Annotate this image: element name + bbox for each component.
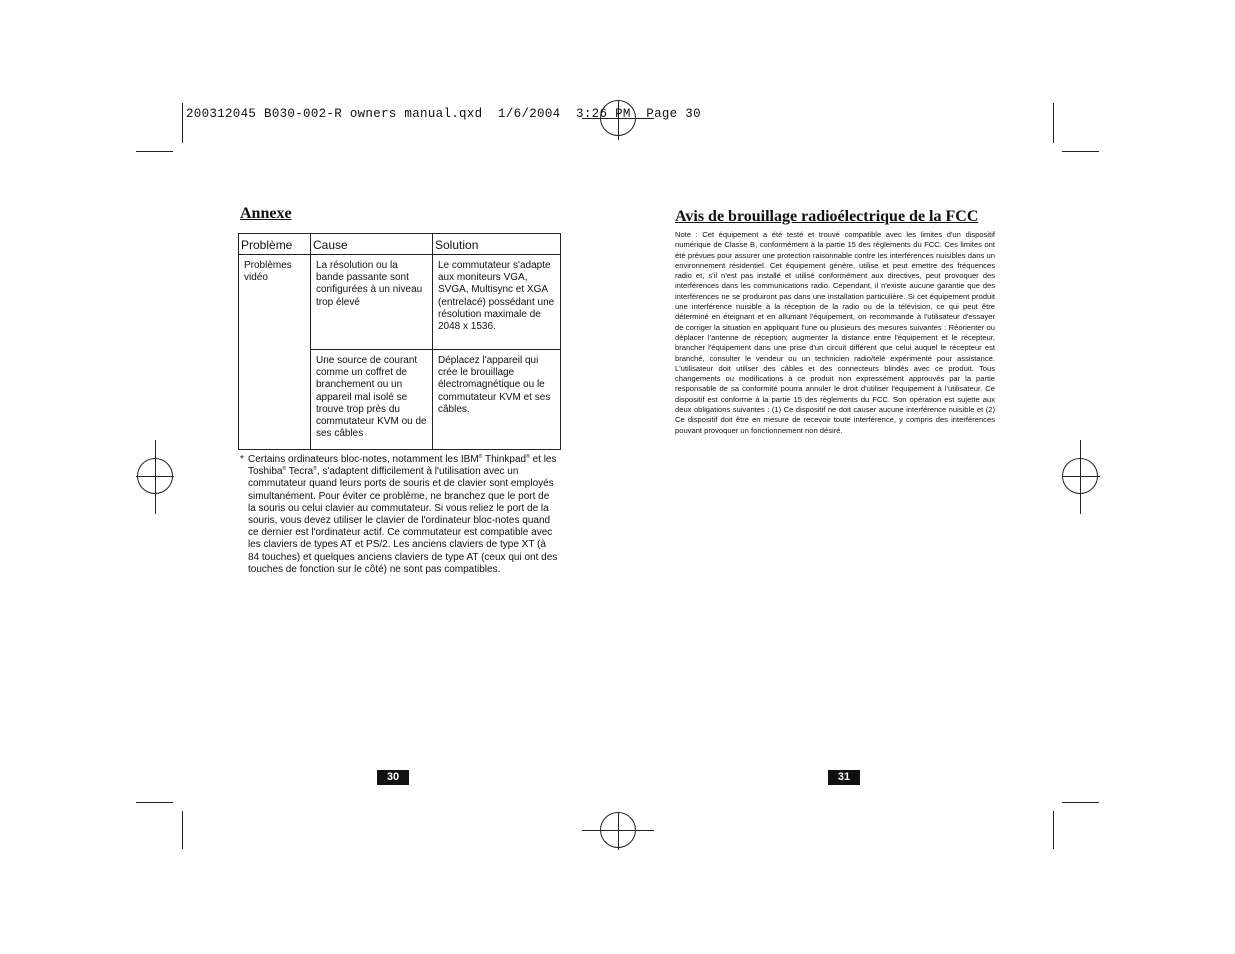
crop-mark <box>136 151 173 152</box>
crop-mark <box>1053 103 1054 143</box>
column-header-solution: Solution <box>433 234 561 255</box>
crop-mark <box>182 103 183 143</box>
crop-mark <box>182 811 183 849</box>
registration-crosshair <box>155 440 156 514</box>
registration-crosshair <box>618 812 619 850</box>
crop-mark <box>1062 151 1099 152</box>
footnote <box>240 454 558 576</box>
page-title-annexe: Annexe <box>240 205 292 222</box>
column-header-problem: Problème <box>239 234 311 255</box>
table-row <box>239 255 561 350</box>
column-header-cause: Cause <box>311 234 433 255</box>
fcc-notice-text: Note : Cet équipement a été testé et trouvé compatible avec les limites d'un dispositif numérique de Classe B, conformément à la partie 15 des règlements du FCC. Ces limites ont été prévues pour assurer une protection raisonnable contre les interférences nuisibles dans un environnement résidentiel. Cet équipement génère, utilise et peut émettre des fréquences radio et, s'il n'est pas installé et utilisé conformément aux directives, peut provoquer des interférences dans les communications radio. Cependant, il n'existe aucune garantie que des interférences ne se produiront pas dans une installation particulière. Si cet équipement produit une interférence nuisible à la réception de la radio ou de la télévision, ce qui peut être déterminé en éteignant et en allumant l'équipement, on recommande à l'utilisateur d'essayer de corriger la situation en appliquant l'une ou plusieurs des mesures suivantes : Réorienter ou déplacer l'antenne de réception; augmenter la distance entre l'équipement et le récepteur, brancher l'équipement dans une prise d'un circuit différent que celui auquel le récepteur est branché, consulter le vendeur ou un technicien radio/télé expérimenté pour assistance. L'utilisateur doit utiliser des câbles et des connecteurs blindés avec ce produit. Tous changements ou modifications à ce produit non expressément approuvés par la partie responsable de sa conformité pourra annuler le droit d'utiliser l'équipement à l'utilisateur. Ce dispositif est conforme à la partie 15 des règlements du FCC. Son opération est sujette aux deux obligations suivantes : (1) Ce dispositif ne doit causer aucune interférence nuisible et (2) Ce dispositif doit être en mesure de recevoir toute interférence, y compris des interférences pouvant provoquer un fonctionnement non désiré. <box>675 230 995 435</box>
cause-cell: La résolution ou la bande passante sont configurées à un niveau trop élevé <box>311 255 433 350</box>
troubleshooting-table <box>238 233 561 450</box>
page-number-right: 31 <box>828 770 860 785</box>
print-slug: 200312045 B030-002-R owners manual.qxd 1/6/2004 3:26 PM Page 30 <box>186 107 701 121</box>
footnote-text: Certains ordinateurs bloc-notes, notamment les IBM® Thinkpad® et les Toshiba® Tecra®, s'adaptent difficilement à l'utilisation avec un commutateur quand leurs ports de souris et de clavier sont employés simultanément. Pour éviter ce problème, ne branchez que le port de la souris ou celui clavier au commutateur. Si vous reliez le port de la souris, vous devez utiliser le clavier de l'ordinateur bloc-notes quand ce dernier est l'ordinateur actif. Ce commutateur est compatible avec les claviers de types AT et PS/2. Les anciens claviers de type XT (à 84 touches) et quelques anciens claviers de type AT (ceux qui ont des touches de fonction sur le côté) ne sont pas compatibles. <box>248 454 558 575</box>
footnote-star: * <box>240 454 244 465</box>
registration-crosshair <box>1062 476 1100 477</box>
page-title-fcc: Avis de brouillage radioélectrique de la FCC <box>675 208 979 225</box>
solution-cell: Déplacez l'appareil qui crée le brouillage électromagnétique ou le commutateur KVM et ses câbles. <box>433 350 561 450</box>
page-number-left: 30 <box>377 770 409 785</box>
problem-cell: Problèmes vidéo <box>239 255 311 450</box>
registration-crosshair <box>1080 440 1081 514</box>
crop-mark <box>1062 802 1099 803</box>
crop-mark <box>1053 811 1054 849</box>
crop-mark <box>136 802 173 803</box>
cause-cell: Une source de courant comme un coffret de branchement ou un appareil mal isolé se trouve trop près du commutateur KVM ou de ses câbles <box>311 350 433 450</box>
solution-cell: Le commutateur s'adapte aux moniteurs VGA, SVGA, Multisync et XGA (entrelacé) possédant une résolution maximale de 2048 x 1536. <box>433 255 561 350</box>
table-header-row <box>239 234 561 255</box>
